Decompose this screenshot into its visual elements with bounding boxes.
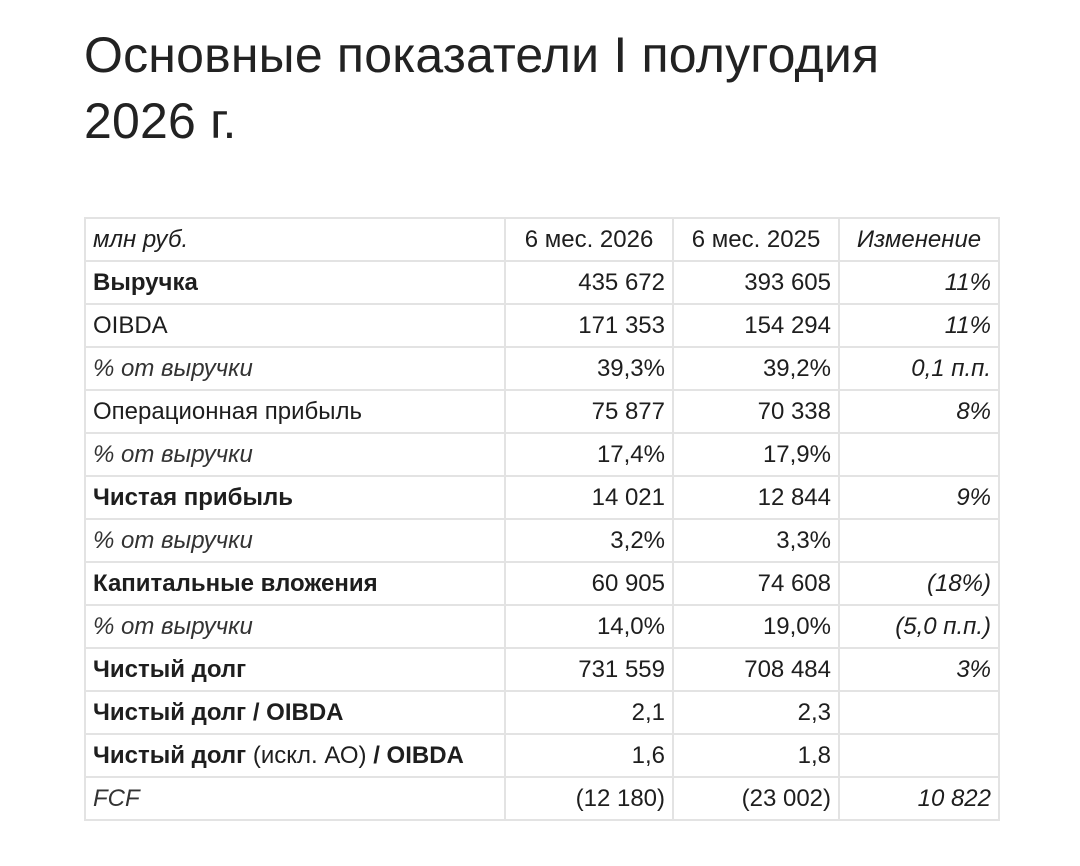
value-current: 39,3%: [505, 347, 673, 390]
value-change: [839, 433, 999, 476]
value-current: 14,0%: [505, 605, 673, 648]
value-previous: 17,9%: [673, 433, 839, 476]
table-row: [85, 390, 999, 433]
table-row: [85, 304, 999, 347]
table-row: [85, 261, 999, 304]
value-change: (18%): [839, 562, 999, 605]
row-label: % от выручки: [85, 605, 505, 648]
value-previous: 1,8: [673, 734, 839, 777]
row-label: FCF: [85, 777, 505, 820]
row-label: [85, 734, 505, 777]
row-label: OIBDA: [85, 304, 505, 347]
value-change: 9%: [839, 476, 999, 519]
value-current: (12 180): [505, 777, 673, 820]
table-row: [85, 605, 999, 648]
value-previous: 393 605: [673, 261, 839, 304]
table-row: [85, 562, 999, 605]
row-label: % от выручки: [85, 347, 505, 390]
value-current: 75 877: [505, 390, 673, 433]
value-current: 3,2%: [505, 519, 673, 562]
header-previous-period: 6 мес. 2025: [673, 218, 839, 261]
table-row: [85, 476, 999, 519]
value-previous: 2,3: [673, 691, 839, 734]
value-previous: 3,3%: [673, 519, 839, 562]
table-row: [85, 691, 999, 734]
row-label: Чистая прибыль: [85, 476, 505, 519]
value-previous: 70 338: [673, 390, 839, 433]
value-previous: 19,0%: [673, 605, 839, 648]
row-label: % от выручки: [85, 519, 505, 562]
value-current: 171 353: [505, 304, 673, 347]
value-current: 14 021: [505, 476, 673, 519]
value-previous: 154 294: [673, 304, 839, 347]
row-label: % от выручки: [85, 433, 505, 476]
value-current: 1,6: [505, 734, 673, 777]
row-label: Чистый долг: [85, 648, 505, 691]
header-units: млн руб.: [85, 218, 505, 261]
value-current: 17,4%: [505, 433, 673, 476]
value-change: 8%: [839, 390, 999, 433]
value-current: 435 672: [505, 261, 673, 304]
value-previous: (23 002): [673, 777, 839, 820]
value-previous: 39,2%: [673, 347, 839, 390]
row-label-main: Чистый долг: [93, 742, 247, 769]
value-change: 0,1 п.п.: [839, 347, 999, 390]
value-change: 3%: [839, 648, 999, 691]
row-label-tail: / OIBDA: [373, 742, 464, 769]
value-previous: 12 844: [673, 476, 839, 519]
row-label-note: (искл. АО): [252, 742, 367, 769]
row-label: Операционная прибыль: [85, 390, 505, 433]
value-previous: 708 484: [673, 648, 839, 691]
table-row: [85, 347, 999, 390]
table-header-row: [85, 218, 999, 261]
value-previous: 74 608: [673, 562, 839, 605]
table-row: [85, 648, 999, 691]
table-row: [85, 519, 999, 562]
value-change: [839, 519, 999, 562]
value-current: 2,1: [505, 691, 673, 734]
value-current: 60 905: [505, 562, 673, 605]
value-change: (5,0 п.п.): [839, 605, 999, 648]
value-change: [839, 734, 999, 777]
key-metrics-table: [84, 217, 1000, 821]
value-change: [839, 691, 999, 734]
page-title: Основные показатели I полугодия 2026 г.: [84, 27, 880, 149]
table-row: [85, 734, 999, 777]
row-label: Выручка: [85, 261, 505, 304]
table-row: [85, 433, 999, 476]
table-row: [85, 777, 999, 820]
value-current: 731 559: [505, 648, 673, 691]
row-label: Капитальные вложения: [85, 562, 505, 605]
header-current-period: 6 мес. 2026: [505, 218, 673, 261]
value-change: 11%: [839, 304, 999, 347]
row-label: Чистый долг / OIBDA: [85, 691, 505, 734]
header-change: Изменение: [839, 218, 999, 261]
value-change: 11%: [839, 261, 999, 304]
value-change: 10 822: [839, 777, 999, 820]
